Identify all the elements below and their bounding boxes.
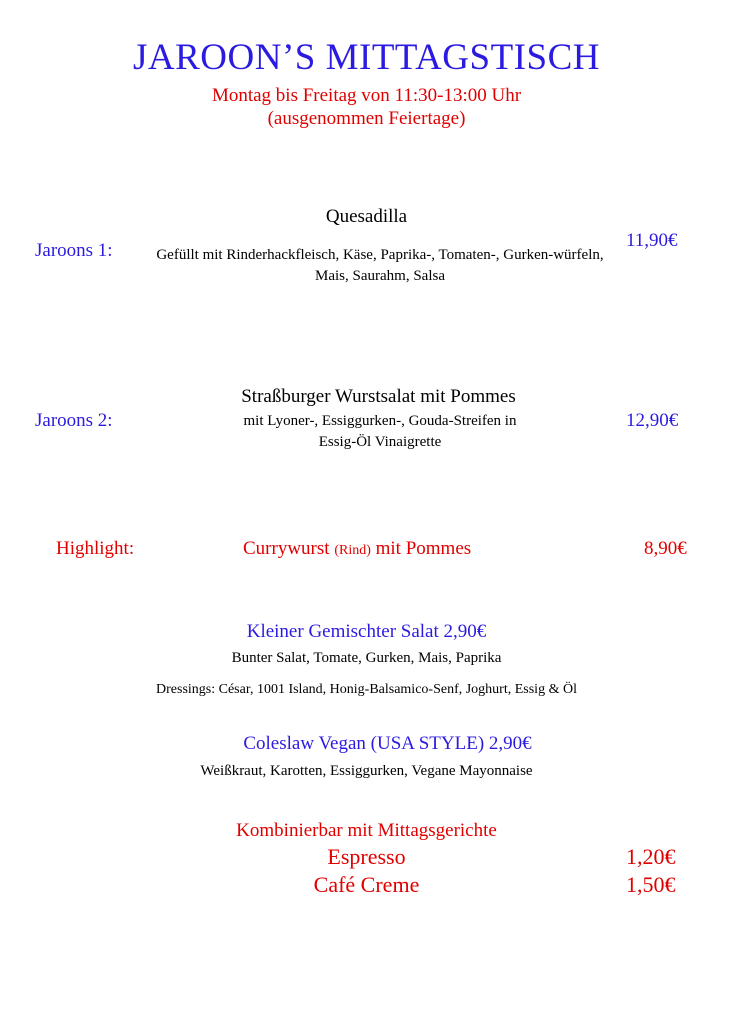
dish-description-line: mit Lyoner-, Essiggurken-, Gouda-Streifen in — [243, 413, 517, 429]
highlight-price: 8,90€ — [644, 538, 687, 559]
dish-price: 11,90€ — [626, 230, 678, 251]
dish-description — [150, 411, 610, 453]
dish-description-line: Essig-Öl Vinaigrette — [318, 434, 442, 450]
highlight-dish-name — [243, 538, 471, 560]
highlight-label: Highlight: — [56, 538, 135, 559]
dish-name: Quesadilla — [325, 206, 408, 227]
coleslaw-title: Coleslaw Vegan (USA STYLE) 2,90€ — [243, 733, 532, 754]
drink-name: Espresso — [327, 844, 406, 869]
drink-price: 1,50€ — [626, 872, 676, 897]
page-title: JAROON’S MITTAGSTISCH — [133, 37, 600, 78]
dish-price: 12,90€ — [626, 410, 679, 431]
salad-description: Bunter Salat, Tomate, Gurken, Mais, Paprika — [231, 650, 502, 666]
highlight-name-main: Currywurst — [243, 538, 330, 559]
dish-label: Jaroons 1: — [35, 240, 113, 261]
holiday-note: (ausgenommen Feiertage) — [267, 108, 466, 129]
drink-name: Café Creme — [313, 872, 420, 897]
drinks-title: Kombinierbar mit Mittagsgerichte — [236, 820, 497, 841]
drink-price: 1,20€ — [626, 844, 676, 869]
opening-hours: Montag bis Freitag von 11:30-13:00 Uhr — [211, 85, 522, 106]
coleslaw-description: Weißkraut, Karotten, Essiggurken, Vegane Mayonnaise — [200, 763, 533, 779]
highlight-name-note: (Rind) — [334, 543, 371, 558]
salad-title: Kleiner Gemischter Salat 2,90€ — [246, 621, 487, 642]
dish-name: Straßburger Wurstsalat mit Pommes — [241, 386, 516, 407]
highlight-name-side: mit Pommes — [375, 538, 472, 559]
salad-dressings: Dressings: César, 1001 Island, Honig-Balsamico-Senf, Joghurt, Essig & Öl — [156, 682, 577, 697]
dish-label: Jaroons 2: — [35, 410, 113, 431]
dish-description: Gefüllt mit Rinderhackfleisch, Käse, Paprika-, Tomaten-, Gurken-würfeln, Mais, Saurahm, Salsa — [156, 247, 604, 284]
